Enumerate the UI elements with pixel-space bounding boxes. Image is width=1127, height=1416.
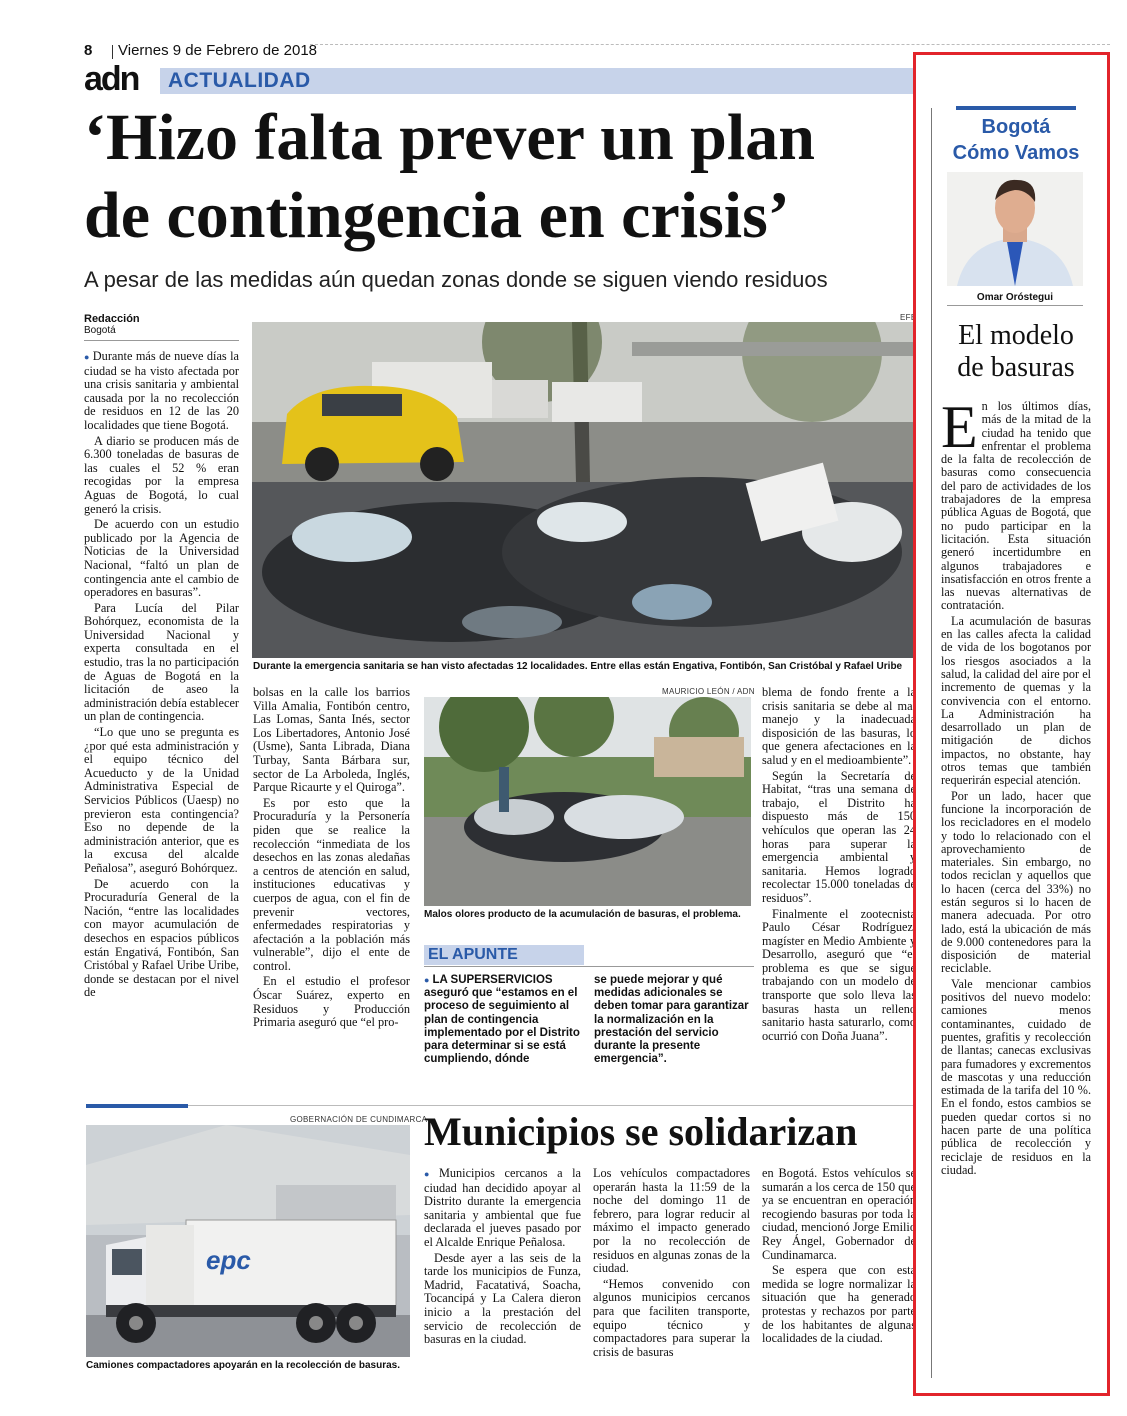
- brand-line1: Bogotá: [981, 116, 1051, 138]
- paragraph: en Bogotá. Estos vehículos se sumarán a los cerca de 150 que ya se encuentran en operación recogiendo basuras por toda la ciudad, mencionó Jorge Emilio Rey Ángel, Gobernador de Cundinamarca.: [762, 1167, 916, 1262]
- byline-place: Bogotá: [84, 325, 116, 336]
- byline-rule: [84, 340, 239, 341]
- paragraph: Finalmente el zootecnista Paulo César Rodríguez, magíster en Medio Ambiente y Desarrollo, aseguró que “el problema es que se sigue trabajando con un modelo de transporte que solo lleva las basuras hasta un relleno sanitario hasta saturarlo, como ocurrió con Doña Juana”.: [762, 906, 916, 1043]
- second-story-col1: [424, 1167, 581, 1377]
- dropcap: E: [941, 400, 978, 460]
- column-title-line2: de basuras: [957, 352, 1075, 383]
- page-number: 8: [84, 42, 93, 59]
- main-story-col1: [84, 350, 239, 1075]
- apunte-col2: se puede mejorar y qué medidas adicionales se deben tomar para garantizar la normalización en la prestación del servicio durante la presente emergencia”.: [594, 974, 749, 1066]
- section-label: ACTUALIDAD: [168, 69, 311, 92]
- column-left-rule: [931, 108, 932, 1378]
- column-title-line1: El modelo: [958, 320, 1074, 351]
- author-photo: [947, 172, 1083, 286]
- paragraph: “Lo que uno se pregunta es ¿por qué esta administración y el equipo técnico del Acueducto y de la Unidad Administrativa Especial de Servicios Públicos (Uaesp) no previeron esta contingencia? Eso no depende de la administración anterior, que es la excusa del alcalde Peñalosa”, aseguró Bohórquez.: [84, 725, 239, 875]
- paragraph: blema de fondo frente a la crisis sanitaria se debe al mal manejo y la inadecuada disposición de las basuras, lo que genera afectaciones en la salud y en el medioambiente”.: [762, 686, 916, 767]
- paragraph: Desde ayer a las seis de la tarde los municipios de Funza, Madrid, Facatativá, Soacha, Tocancipá y La Calera dieron inicio a la prestación del servicio de recolección de basuras en la ciudad.: [424, 1250, 581, 1347]
- main-story-col3: [762, 686, 916, 1076]
- section-bar: [160, 68, 915, 94]
- paragraph: En el estudio el profesor Óscar Suárez, experto en Residuos y Producción Primaria aseguró que “el pro-: [253, 974, 410, 1030]
- main-headline-line1: ‘Hizo falta prever un plan: [84, 102, 815, 174]
- paragraph: Según la Secretaría de Habitat, “tras una semana de trabajo, el Distrito ha dispuesto más de 150 vehículos que operan las 24 horas para superar la emergencia ambiental y sanitaria. Hemos logrado recolectar 15.000 toneladas de residuos”.: [762, 768, 916, 905]
- issue-date: Viernes 9 de Febrero de 2018: [118, 42, 318, 59]
- epc-logo: epc: [206, 1245, 251, 1275]
- garbage-street-photo: [252, 322, 916, 658]
- garbage-park-photo: [424, 697, 751, 906]
- header-top-rule: [310, 44, 1110, 45]
- apunte-label-bar: [424, 945, 584, 965]
- adn-logo: adn: [84, 60, 139, 98]
- apunte-col1: [424, 974, 584, 1066]
- paragraph: Vale mencionar cambios positivos del nuevo modelo: camiones menos contaminantes, cuidado de puentes, grafitis y recolección de llantas; canecas exclusivas para fumadores y excrementos de mascotas y una reducción estimada de la tarifa del 10 %. En el fondo, estos cambios se pueden quedar cortos si no hacen parte de una política pública de recolección y reciclaje de residuos en la ciudad.: [941, 976, 1091, 1177]
- second-story-col3: [762, 1167, 916, 1377]
- header-divider: [112, 45, 113, 59]
- paragraph: De acuerdo con un estudio publicado por la Agencia de Noticias de la Universidad Nacional, “faltó un plan de contingencia ante el cambio de operadores en basuras”.: [84, 517, 239, 600]
- apunte-text: aseguró que “estamos en el proceso de seguimiento al plan de contingencia implementado por el Distrito para determinar si se está cumpliendo, dónde: [424, 987, 580, 1066]
- column-body: [941, 400, 1091, 1380]
- brand-top-bar: [956, 106, 1076, 110]
- paragraph: Para Lucía del Pilar Bohórquez, economista de la Universidad Nacional y experta consultada en el estudio, tras la no participación de Aguas de Bogotá en la licitación de aseo la administración debía establecer un plan de contingencia.: [84, 600, 239, 724]
- apunte-rule: [424, 966, 754, 967]
- garbage-truck-photo: [86, 1125, 410, 1357]
- brand-box: [936, 106, 1096, 174]
- byline-name: Redacción: [84, 313, 140, 325]
- second-story-headline: Municipios se solidarizan: [424, 1109, 858, 1154]
- second-story-col2: [593, 1167, 750, 1377]
- photo1-credit: EFE: [900, 313, 917, 322]
- photo2-caption: Malos olores producto de la acumulación de basuras, el problema.: [424, 909, 741, 920]
- main-story-col2: [253, 686, 410, 1076]
- apunte-lead: LA SUPERSERVICIOS: [432, 974, 553, 986]
- paragraph: A diario se producen más de 6.300 toneladas de basuras de las cuales el 52 % eran recogidas por la empresa Aguas de Bogotá, lo cual generó la crisis.: [84, 433, 239, 516]
- brand-line2: Cómo Vamos: [952, 142, 1080, 164]
- paragraph: En los últimos días, más de la mitad de la ciudad ha tenido que enfrentar el problema de la falta de recolección de basuras como consecuencia del paro de actividades de los trabajadores de la empresa pública Aguas de Bogotá, que no pudo participar en la licitación. Esta situación generó incertidumbre en algunos trabajadores e insatisfacción en otros frente a las nuevas alternativas de contratación.: [941, 400, 1091, 613]
- paragraph: “Hemos convenido con algunos municipios cercanos para que faciliten transporte, equipo técnico y compactadores para superar la crisis de basuras: [593, 1276, 750, 1359]
- second-story-accent: [86, 1104, 188, 1108]
- paragraph: Es por esto que la Procuraduría y la Personería piden que se realice la recolección “inmediata de los desechos en las zonas aledañas a centros de atención en salud, instituciones educativas y cuerpos de agua, con el fin de prevenir vectores, enfermedades respiratorias y afectación a la población más vulnerable”, dijo el ente de control.: [253, 795, 410, 973]
- photo3-caption: Camiones compactadores apoyarán en la recolección de basuras.: [86, 1360, 401, 1371]
- main-headline-line2: de contingencia en crisis’: [84, 179, 790, 252]
- paragraph: Por un lado, hacer que funcione la incorporación de los recicladores en el modelo y todo lo relacionado con el aprovechamiento de materiales. Sin embargo, no todos reciclan y aquellos que lo hacen (cerca del 33%) no están seguros si lo hacen de manera adecuada. Por otro lado, está la ubicación de más de 9.000 contenedores para la disposición de material reciclable.: [941, 788, 1091, 976]
- paragraph: Los vehículos compactadores operarán hasta la 11:59 de la noche del domingo 11 de febrero, para lograr reducir al máximo el impacto generado por la no recolección de residuos en algunas zonas de la ciudad.: [593, 1167, 750, 1276]
- paragraph: Se espera que con esta medida se logre normalizar la situación que ha generado protestas y rechazos por parte de los habitantes de algunas localidades de la ciudad.: [762, 1263, 916, 1346]
- paragraph: bolsas en la calle los barrios Villa Amalia, Fontibón centro, Las Lomas, Santa Inés, sector Los Libertadores, Antonio José (Usme), Santa Librada, Diana Turbay, Santa Bárbara sur, sector de La Arboleda, Inglés, Parque Ricaurte y el Quiroga”.: [253, 686, 410, 795]
- author-rule: [947, 305, 1083, 306]
- paragraph: ● Durante más de nueve días la ciudad se ha visto afectada por una crisis sanitaria y ambiental causada por la no recolección de residuos en 12 de las 20 localidades que tiene Bogotá.: [84, 350, 239, 433]
- author-name: Omar Oróstegui: [976, 292, 1054, 303]
- main-subhead: A pesar de las medidas aún quedan zonas donde se siguen viendo residuos: [84, 267, 828, 292]
- photo1-caption: Durante la emergencia sanitaria se han visto afectadas 12 localidades. Entre ellas están Engativa, Fontibón, San Cristóbal y Rafael Uribe: [253, 661, 903, 672]
- second-story-rule: [188, 1105, 913, 1106]
- paragraph: ● Municipios cercanos a la ciudad han decidido apoyar al Distrito durante la emergencia sanitaria y ambiental que fue declarada el jueves pasado por el Alcalde Enrique Peñalosa.: [424, 1167, 581, 1250]
- paragraph: La acumulación de basuras en las calles afecta la calidad de vida de los bogotanos por los riesgos asociados a la salud, la calidad del aire por el incremento de quemas y la convivencia con el entorno. La Administración ha desarrollado un plan de mitigación de dichos impactos, no obstante, hay otros temas que también requerirán especial atención.: [941, 613, 1091, 788]
- photo3-credit: GOBERNACIÓN DE CUNDIMARCA: [290, 1115, 428, 1124]
- photo2-credit: MAURICIO LEÓN / ADN: [662, 687, 755, 696]
- paragraph: De acuerdo con la Procuraduría General de la Nación, “entre las localidades con mayor acumulación de desechos en espacios públicos están Engativá, Fontibón, San Cristóbal y Rafael Uribe Uribe, donde se destacan por el nivel de: [84, 876, 239, 1000]
- apunte-label: EL APUNTE: [428, 946, 518, 963]
